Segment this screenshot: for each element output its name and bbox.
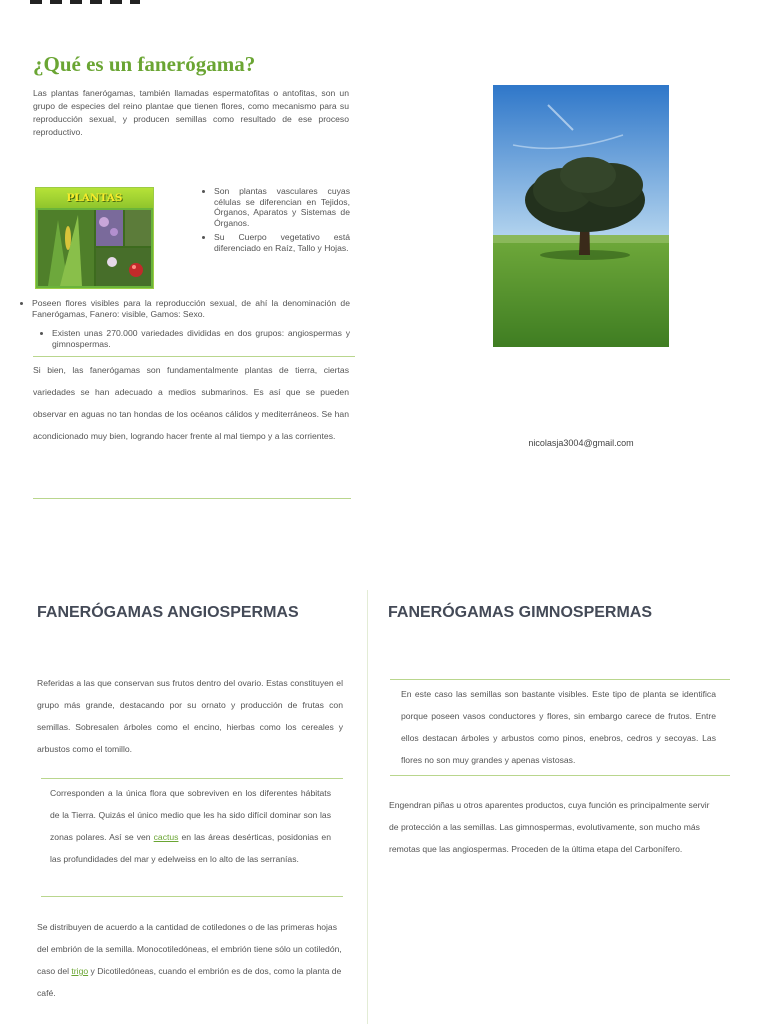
right-bullet-list bbox=[200, 186, 350, 257]
divider bbox=[390, 775, 730, 776]
angiospermas-title: FANERÓGAMAS ANGIOSPERMAS bbox=[37, 604, 299, 621]
divider bbox=[390, 679, 730, 680]
gimnospermas-title: FANERÓGAMAS GIMNOSPERMAS bbox=[388, 604, 653, 621]
bullet-body: • Su Cuerpo vegetativo está diferenciado en Raíz, Tallo y Hojas. bbox=[214, 232, 350, 253]
bullet-varieties bbox=[40, 328, 350, 353]
trigo-link[interactable]: trigo bbox=[71, 966, 89, 976]
angiospermas-paragraph: Referidas a las que conservan sus frutos dentro del ovario. Estas constituyen el grupo más grande, destacando por su ornato y producción de frutas con semillas. Sobresalen árboles como el encino, hierbas como los cereales y arbustos como el tomillo. bbox=[37, 678, 343, 754]
gimnospermas-quote: En este caso las semillas son bastante visibles. Este tipo de planta se identifica porque poseen vasos conductores y flores, sin embargo carece de frutos. Entre ellos destacan árboles y arbustos como pinos, enebros, cedros y secoyas. Las flores no son muy grandes y apenas vistosas. bbox=[401, 689, 716, 765]
cropped-header-fragment bbox=[30, 0, 140, 4]
section-title: ¿Qué es un fanerógama? bbox=[33, 52, 256, 76]
bullet-varieties-text: • Existen unas 270.000 variedades divididas en dos grupos: angiospermas y gimnospermas. bbox=[52, 328, 350, 349]
contact-email: nicolasja3004@gmail.com bbox=[528, 438, 634, 448]
divider bbox=[41, 896, 343, 897]
plants-image bbox=[35, 187, 154, 289]
bullet-visible-flowers bbox=[20, 298, 350, 323]
divider bbox=[41, 778, 343, 779]
intro-paragraph: Las plantas fanerógamas, también llamadas espermatofitas o antofitas, son un grupo de especies del reino plantae que tienen flores, como mecanismo para su reproducción sexual, y producen semillas como resultado de ese proceso reproductivo. bbox=[33, 88, 349, 137]
tree-photo bbox=[493, 85, 669, 347]
plants-image-banner: PLANTAS bbox=[36, 188, 153, 208]
divider bbox=[33, 356, 355, 357]
angiospermas-cotyledon-paragraph: Se distribuyen de acuerdo a la cantidad de cotiledones o de las primeras hojas del embrión de la semilla. Monocotiledóneas, el embrión tiene sólo un cotiledón, caso del trigo y Dicotiledóneas, cuando el embrión es de dos, como la planta de café. bbox=[37, 922, 342, 998]
gimnospermas-paragraph: Engendran piñas u otros aparentes productos, cuya función es principalmente servir de protección a las semillas. Las gimnospermas, evolutivamente, son mucho más remotas que las angiospermas. Proceden de la última etapa del Carbonífero. bbox=[389, 800, 710, 854]
bullet-vascular: • Son plantas vasculares cuyas células se diferencian en Tejidos, Órganos, Aparatos y Sistemas de Órganos. bbox=[214, 186, 350, 228]
cactus-link[interactable]: cactus bbox=[153, 832, 179, 842]
divider bbox=[33, 498, 351, 499]
bullet-visible-flowers-text: • Poseen flores visibles para la reproducción sexual, de ahí la denominación de Fanerógamas, Fanero: visible, Gamos: Sexo. bbox=[32, 298, 350, 319]
angiospermas-quote: Corresponden a la única flora que sobreviven en los diferentes hábitats de la Tierra. Quizás el único medio que les ha sido difícil dominar son las zonas polares. Así se ven cactus en las áreas desérticas, posidonias en las profundidades del mar y edelweiss en lo alto de las serranías. bbox=[50, 788, 331, 864]
plants-photo-collage bbox=[38, 210, 151, 286]
column-divider bbox=[367, 590, 368, 1024]
habitat-paragraph: Si bien, las fanerógamas son fundamentalmente plantas de tierra, ciertas variedades se han adecuado a medios submarinos. Es así que se pueden observar en aguas no tan hondas de los océanos cálidos y mediterráneos. Se han acondicionado muy bien, logrando hacer frente al mal tiempo y a las corrientes. bbox=[33, 365, 349, 441]
